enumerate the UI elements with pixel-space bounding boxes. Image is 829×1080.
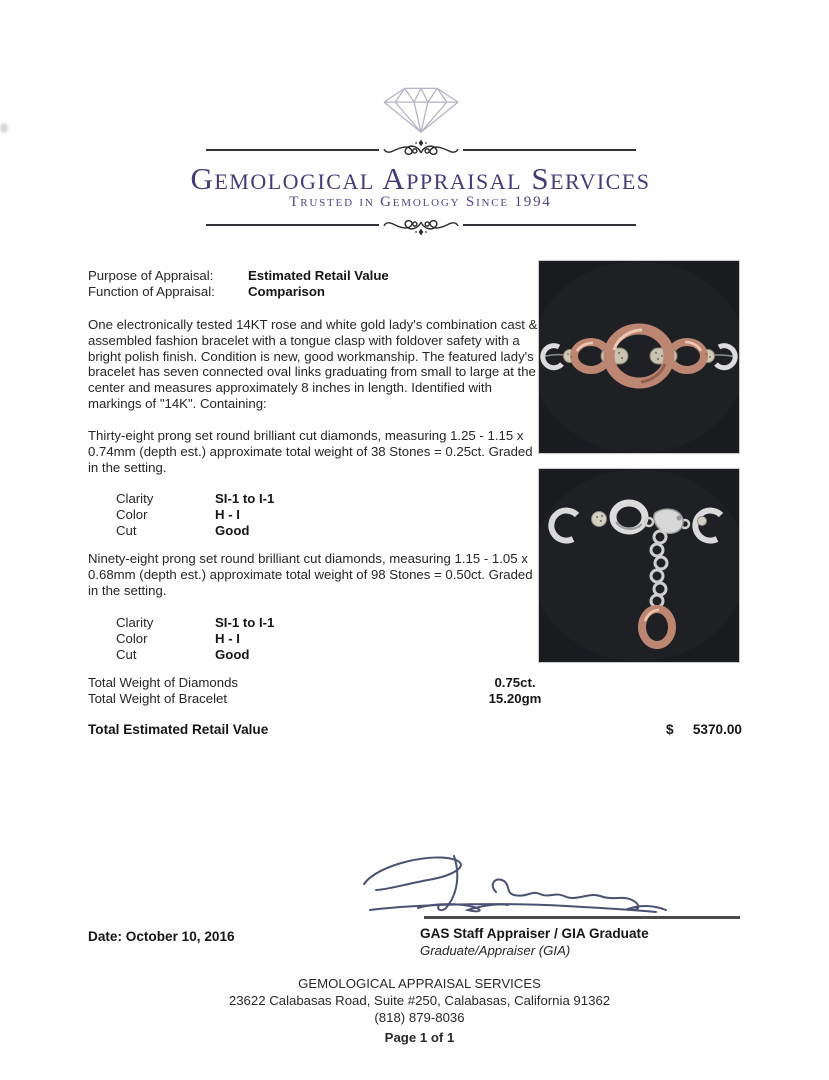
company-tagline: Trusted in Gemology Since 1994 bbox=[289, 194, 552, 210]
rule-line bbox=[463, 149, 636, 151]
grade-label: Color bbox=[116, 506, 148, 522]
stone-group-2-grades bbox=[116, 615, 274, 662]
rule-line bbox=[463, 224, 636, 226]
rule-line bbox=[206, 149, 379, 151]
grade-label: Cut bbox=[116, 522, 137, 538]
currency-symbol: $ bbox=[666, 722, 674, 737]
footer-company: GEMOLOGICAL APPRAISAL SERVICES bbox=[298, 976, 541, 991]
grade-value: SI-1 to I-1 bbox=[215, 491, 275, 506]
grade-row bbox=[116, 615, 274, 631]
stone-group-1-description: Thirty-eight prong set round brilliant cut diamonds, measuring 1.25 - 1.15 x 0.74mm (depth est.) approximate total weight of 38 Stones = 0.25ct. Graded in the setting. bbox=[88, 428, 533, 475]
total-row bbox=[88, 691, 558, 707]
footer-page-number: Page 1 of 1 bbox=[384, 1030, 455, 1045]
grade-value: Good bbox=[215, 646, 250, 662]
retail-value-amount bbox=[666, 722, 742, 738]
total-value: 0.75ct. bbox=[494, 675, 536, 690]
stone-group-2-description: Ninety-eight prong set round brilliant cut diamonds, measuring 1.15 - 1.05 x 0.68mm (depth est.) approximate total weight of 98 Stones = 0.50ct. Graded in the setting. bbox=[88, 551, 533, 598]
total-value: 15.20gm bbox=[488, 690, 542, 706]
appraisal-purpose-block bbox=[88, 268, 389, 300]
header-bottom-rule bbox=[206, 213, 636, 237]
amount: 5370.00 bbox=[692, 722, 742, 737]
footer-address: 23622 Calabasas Road, Suite #250, Calabasas, California 91362 bbox=[228, 993, 611, 1008]
grade-value: Good bbox=[215, 522, 250, 538]
grade-value: H - I bbox=[215, 630, 240, 646]
bracelet-clasp-photo bbox=[538, 468, 740, 663]
function-value: Comparison bbox=[248, 283, 325, 299]
signature-line bbox=[424, 916, 740, 919]
total-label: Total Weight of Bracelet bbox=[88, 690, 228, 706]
grade-label: Clarity bbox=[116, 615, 154, 630]
grade-row bbox=[116, 507, 274, 523]
purpose-label: Purpose of Appraisal: bbox=[88, 268, 214, 283]
grade-row bbox=[116, 523, 274, 539]
purpose-value: Estimated Retail Value bbox=[248, 268, 389, 283]
letterhead bbox=[0, 84, 829, 237]
footer-phone: (818) 879-8036 bbox=[374, 1010, 465, 1025]
function-label: Function of Appraisal: bbox=[88, 283, 215, 299]
total-label: Total Weight of Diamonds bbox=[88, 675, 239, 690]
grade-row bbox=[116, 631, 274, 647]
diamond-outline-icon bbox=[378, 84, 464, 134]
grade-value: SI-1 to I-1 bbox=[215, 615, 275, 630]
stone-group-1-grades bbox=[116, 491, 274, 538]
grade-label: Color bbox=[116, 630, 148, 646]
grade-label: Cut bbox=[116, 646, 137, 662]
scroll-flourish-icon bbox=[383, 138, 459, 162]
signer-title: GAS Staff Appraiser / GIA Graduate bbox=[420, 926, 649, 941]
grade-label: Clarity bbox=[116, 491, 154, 506]
scroll-flourish-icon bbox=[383, 213, 459, 237]
signer-subtitle: Graduate/Appraiser (GIA) bbox=[420, 943, 571, 958]
total-row bbox=[88, 675, 558, 691]
header-top-rule bbox=[206, 138, 636, 162]
grade-row bbox=[116, 647, 274, 663]
grade-row bbox=[116, 491, 274, 507]
grade-value: H - I bbox=[215, 506, 240, 522]
appraisal-date: Date: October 10, 2016 bbox=[88, 929, 235, 944]
bracelet-front-photo bbox=[538, 260, 740, 454]
appraiser-signature bbox=[356, 848, 676, 920]
rule-line bbox=[206, 224, 379, 226]
retail-value-label: Total Estimated Retail Value bbox=[88, 722, 269, 737]
item-description: One electronically tested 14KT rose and white gold lady's combination cast & assembled fashion bracelet with a tongue clasp with foldover safety with a bright polish finish. Condition is new, good workmanship. The featured lady's bracelet has seven connected oval links graduating from small to large at the center and measures approximately 8 inches in length. Identified with markings of "14K". Containing: bbox=[88, 317, 538, 411]
totals-block bbox=[88, 675, 558, 707]
company-title: Gemological Appraisal Services bbox=[190, 161, 651, 196]
